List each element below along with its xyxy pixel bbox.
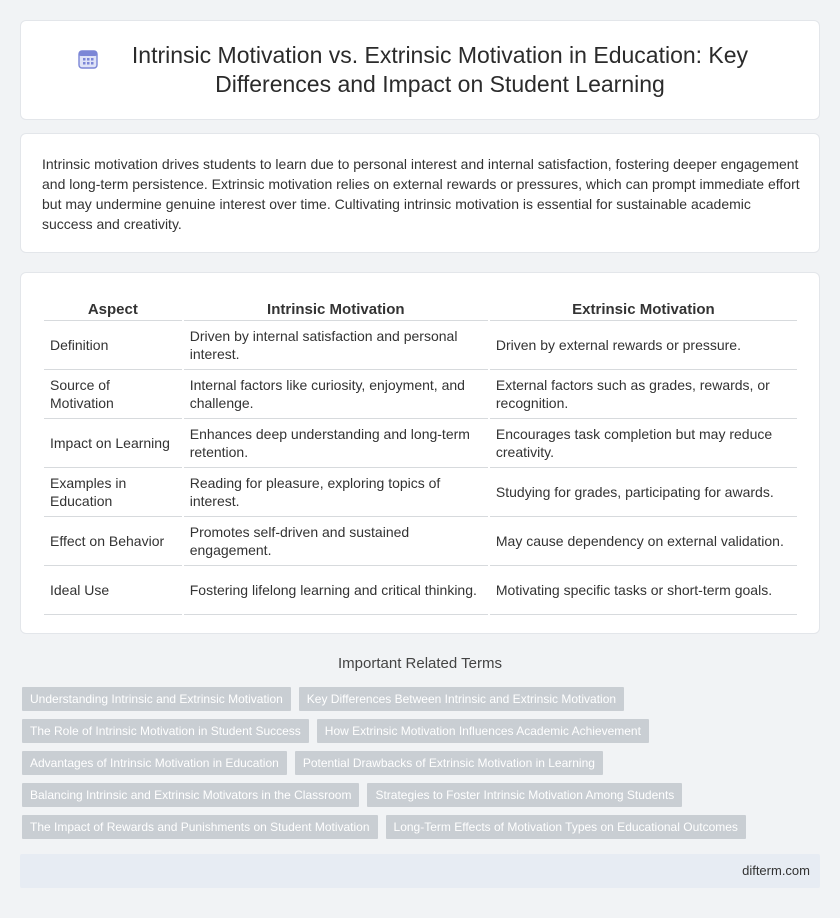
related-term-link[interactable]: Key Differences Between Intrinsic and Extrinsic Motivation [299, 687, 624, 711]
related-term-link[interactable]: Understanding Intrinsic and Extrinsic Motivation [22, 687, 291, 711]
intro-card [20, 133, 820, 253]
cell-aspect: Effect on Behavior [44, 517, 182, 566]
table-row [44, 517, 797, 566]
header-card [20, 20, 820, 120]
cell-extrinsic: Studying for grades, participating for awards. [490, 468, 797, 517]
related-term-link[interactable]: Advantages of Intrinsic Motivation in Education [22, 751, 287, 775]
intro-paragraph: Intrinsic motivation drives students to learn due to personal interest and internal satisfaction, fostering deeper engagement and long-term persistence. Extrinsic motivation relies on external rewards or pressures, which can prompt immediate effort but may undermine genuine interest over time. Cultivating intrinsic motivation is essential for sustainable academic success and creativity. [42, 156, 800, 232]
cell-intrinsic: Promotes self-driven and sustained engagement. [184, 517, 488, 566]
related-terms-list [22, 687, 812, 847]
related-term-link[interactable]: The Role of Intrinsic Motivation in Student Success [22, 719, 309, 743]
cell-extrinsic: Driven by external rewards or pressure. [490, 321, 797, 370]
related-term-link[interactable]: How Extrinsic Motivation Influences Academic Achievement [317, 719, 649, 743]
cell-aspect: Definition [44, 321, 182, 370]
header-aspect: Aspect [44, 297, 182, 321]
site-name[interactable]: difterm.com [742, 863, 810, 878]
cell-intrinsic: Reading for pleasure, exploring topics of interest. [184, 468, 488, 517]
footer-bar [20, 854, 820, 888]
table-row [44, 321, 797, 370]
related-term-link[interactable]: The Impact of Rewards and Punishments on Student Motivation [22, 815, 378, 839]
table-row [44, 468, 797, 517]
cell-aspect: Impact on Learning [44, 419, 182, 468]
cell-aspect: Ideal Use [44, 566, 182, 615]
related-term-link[interactable]: Long-Term Effects of Motivation Types on Educational Outcomes [386, 815, 746, 839]
header-extrinsic: Extrinsic Motivation [490, 297, 797, 321]
page-title: Intrinsic Motivation vs. Extrinsic Motivation in Education: Key Differences and Impact on Student Learning [131, 42, 749, 97]
cell-intrinsic: Enhances deep understanding and long-term retention. [184, 419, 488, 468]
related-term-link[interactable]: Strategies to Foster Intrinsic Motivation Among Students [367, 783, 682, 807]
comparison-table [42, 297, 799, 615]
cell-aspect: Examples in Education [44, 468, 182, 517]
cell-intrinsic: Internal factors like curiosity, enjoyment, and challenge. [184, 370, 488, 419]
related-term-link[interactable]: Balancing Intrinsic and Extrinsic Motivators in the Classroom [22, 783, 359, 807]
table-header-row [44, 297, 797, 321]
cell-extrinsic: Encourages task completion but may reduce creativity. [490, 419, 797, 468]
table-row [44, 370, 797, 419]
related-terms-heading: Important Related Terms [338, 655, 502, 672]
cell-extrinsic: External factors such as grades, rewards, or recognition. [490, 370, 797, 419]
comparison-card [20, 272, 820, 634]
cell-aspect: Source of Motivation [44, 370, 182, 419]
header-intrinsic: Intrinsic Motivation [184, 297, 488, 321]
table-row [44, 566, 797, 615]
cell-intrinsic: Fostering lifelong learning and critical thinking. [184, 566, 488, 615]
cell-extrinsic: Motivating specific tasks or short-term goals. [490, 566, 797, 615]
table-row [44, 419, 797, 468]
cell-extrinsic: May cause dependency on external validation. [490, 517, 797, 566]
cell-intrinsic: Driven by internal satisfaction and personal interest. [184, 321, 488, 370]
related-term-link[interactable]: Potential Drawbacks of Extrinsic Motivation in Learning [295, 751, 603, 775]
